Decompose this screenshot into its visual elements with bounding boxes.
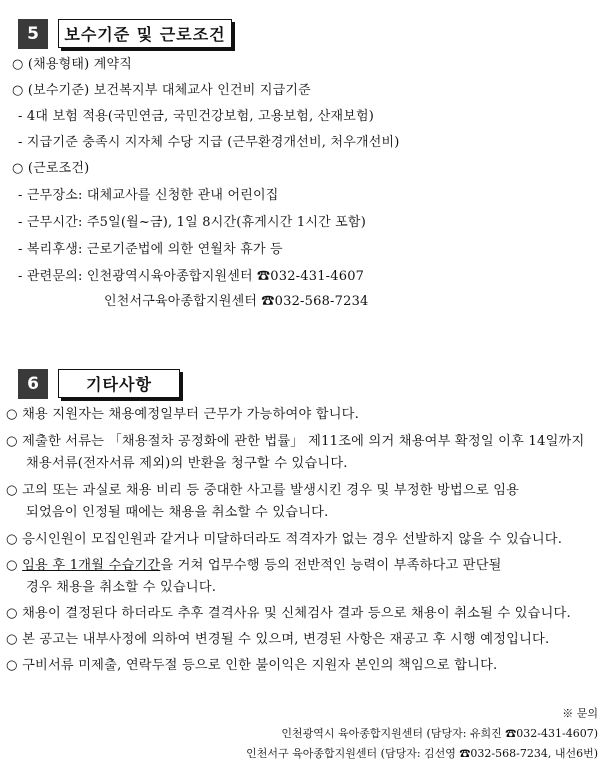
- list-item: ○ (채용형태) 계약직: [12, 57, 133, 72]
- list-item: ○ 고의 또는 과실로 채용 비리 등 중대한 사고를 발생시킨 경우 및 부정한 방법으로 임용: [6, 483, 520, 498]
- list-item-text: 을 거쳐 업무수행 등의 전반적인 능력이 부족하다고 판단될: [160, 558, 502, 573]
- section-number: 5: [18, 19, 48, 49]
- list-item: ○ (근로조건): [12, 161, 90, 176]
- list-item: - 4대 보험 적용(국민연금, 국민건강보험, 고용보험, 산재보험): [18, 109, 375, 124]
- list-item: ○ 본 공고는 내부사정에 의하여 변경될 수 있으며, 변경된 사항은 재공고 후 시행 예정입니다.: [6, 632, 550, 647]
- footer-contact-1: 인천광역시 육아종합지원센터 (담당자: 유희진 ☎032-431-4607): [281, 727, 598, 740]
- footer-label: ※ 문의: [562, 707, 598, 720]
- list-item-continuation: 경우 채용을 취소할 수 있습니다.: [26, 580, 217, 595]
- list-item: - 근무시간: 주5일(월~금), 1일 8시간(휴게시간 1시간 포함): [18, 215, 366, 230]
- list-item: ○ 구비서류 미제출, 연락두절 등으로 인한 불이익은 지원자 본인의 책임으로 합니다.: [6, 658, 498, 673]
- probation-period-underlined: 임용 후 1개월 수습기간: [22, 558, 161, 573]
- list-item-continuation: 되었음이 인정될 때에는 채용을 취소할 수 있습니다.: [26, 505, 329, 520]
- list-item: - 지급기준 충족시 지자체 수당 지급 (근무환경개선비, 처우개선비): [18, 135, 400, 150]
- list-item: ○ 채용이 결정된다 하더라도 추후 결격사유 및 신체검사 결과 등으로 채용이 취소될 수 있습니다.: [6, 606, 571, 621]
- list-item: [6, 556, 502, 575]
- section-title: 보수기준 및 근로조건: [58, 19, 232, 48]
- section-number: 6: [18, 369, 48, 399]
- list-item: ○ 채용 지원자는 채용예정일부터 근무가 가능하여야 합니다.: [6, 407, 359, 422]
- list-item: ○ 제출한 서류는 「채용절차 공정화에 관한 법률」 제11조에 의거 채용여부 확정일 이후 14일까지: [6, 434, 585, 449]
- bullet: ○: [6, 558, 23, 573]
- section-title: 기타사항: [58, 369, 180, 398]
- footer-contact-2: 인천서구 육아종합지원센터 (담당자: 김선영 ☎032-568-7234, 내선6번): [246, 747, 598, 760]
- list-item: - 관련문의: 인천광역시육아종합지원센터 ☎032-431-4607: [18, 269, 365, 284]
- list-item: 인천서구육아종합지원센터 ☎032-568-7234: [104, 294, 369, 309]
- list-item: - 근무장소: 대체교사를 신청한 관내 어린이집: [18, 188, 279, 203]
- list-item: ○ (보수기준) 보건복지부 대체교사 인건비 지급기준: [12, 83, 311, 98]
- list-item: ○ 응시인원이 모집인원과 같거나 미달하더라도 적격자가 없는 경우 선발하지 않을 수 있습니다.: [6, 532, 563, 547]
- list-item-continuation: 채용서류(전자서류 제외)의 반환을 청구할 수 있습니다.: [26, 456, 348, 471]
- list-item: - 복리후생: 근로기준법에 의한 연월차 휴가 등: [18, 242, 283, 257]
